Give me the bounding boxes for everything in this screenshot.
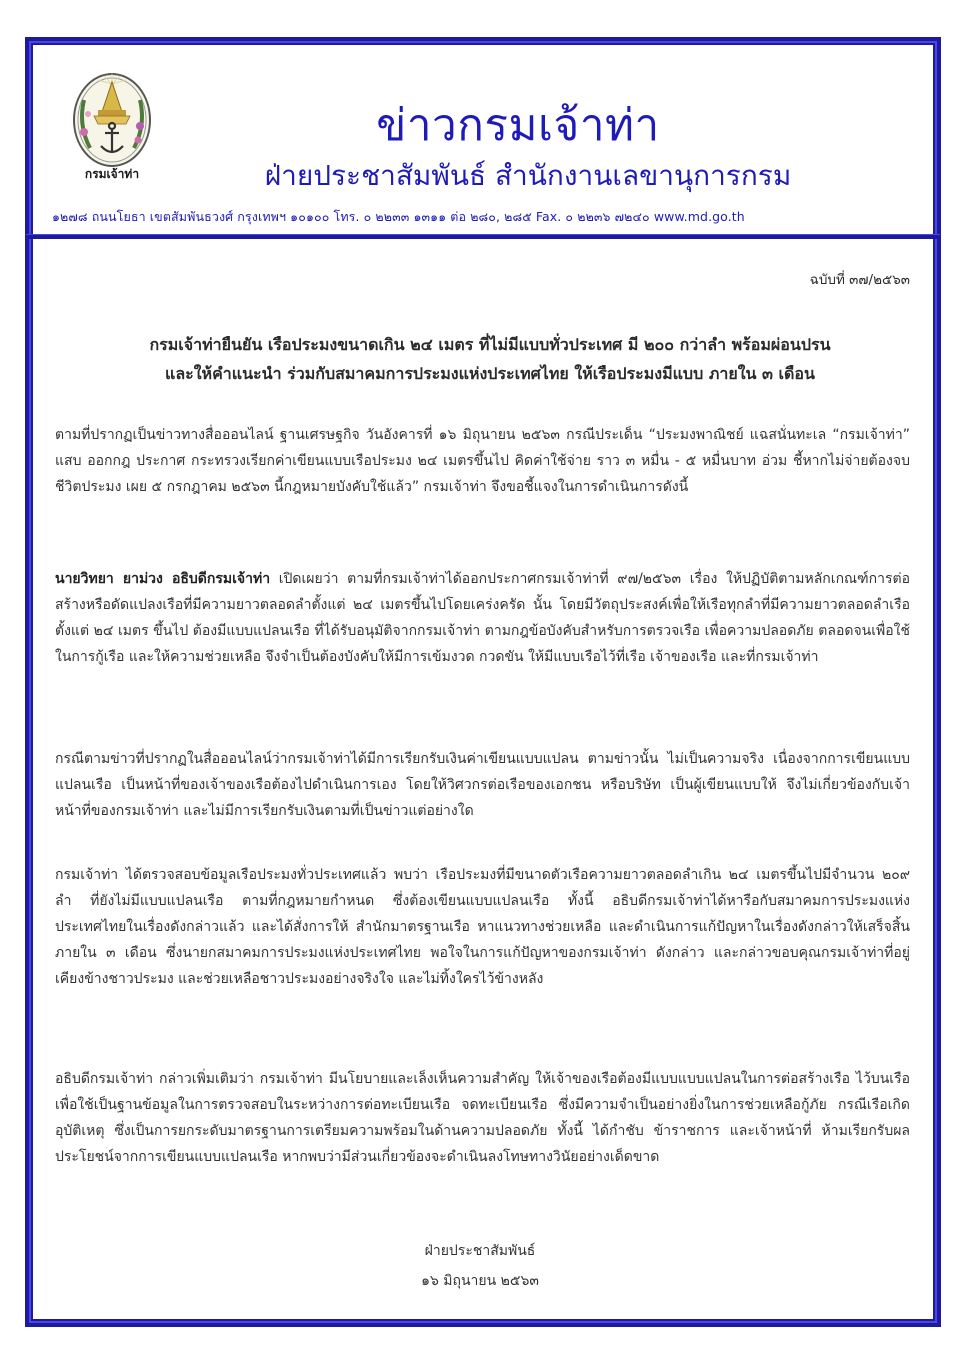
headline xyxy=(60,330,920,388)
paragraph-2 xyxy=(55,566,910,670)
paragraph-2-text: เปิดเผยว่า ตามที่กรมเจ้าท่าได้ออกประกาศกรมเจ้าท่าที่ ๙๗/๒๕๖๓ เรื่อง ให้ปฏิบัติตามหลักเกณฑ์การต่อสร้างหรือดัดแปลงเรือที่มีความยาวตลอดลำตั้งแต่ ๒๔ เมตรขึ้นไปโดยเคร่งครัด นั้น โดยมีวัตถุประสงค์เพื่อให้เรือทุกลำที่มีความยาวตลอดลำเรือตั้งแต่ ๒๔ เมตร ขึ้นไป ต้องมีแบบแปลนเรือ ที่ได้รับอนุมัติจากกรมเจ้าท่า ตามกฎข้อบังคับสำหรับการตรวจเรือ เพื่อความปลอดภัย ตลอดจนเพื่อใช้ในการกู้เรือ และให้ความช่วยเหลือ จึงจำเป็นต้องบังคับให้มีการเข้มงวด กวดขัน ให้มีแบบเรือไว้ที่เรือ เจ้าของเรือ และที่กรมเจ้าท่า xyxy=(55,571,911,665)
page-subtitle: ฝ่ายประชาสัมพันธ์ สำนักงานเลขานุการกรม xyxy=(264,159,792,192)
page-title: ข่าวกรมเจ้าท่า xyxy=(376,100,660,151)
paragraph-4: กรมเจ้าท่า ได้ตรวจสอบข้อมูลเรือประมงทั่วประเทศแล้ว พบว่า เรือประมงที่มีขนาดตัวเรือความยาวตลอดลำเกิน ๒๔ เมตรขึ้นไปมีจำนวน ๒๐๙ ลำ ที่ยังไม่มีแบบแปลนเรือ ตามที่กฎหมายกำหนด ซึ่งต้องเขียนแบบแปลนเรือ ทั้งนี้ อธิบดีกรมเจ้าท่าได้หารือกับสมาคมการประมงแห่งประเทศไทยในเรื่องดังกล่าวแล้ว และได้สั่งการให้ สำนักมาตรฐานเรือ หาแนวทางช่วยเหลือ และดำเนินการแก้ปัญหาในเรื่องดังกล่าวให้เสร็จสิ้นภายใน ๓ เดือน ซึ่งนายกสมาคมการประมงแห่งประเทศไทย พอใจในการแก้ปัญหาของกรมเจ้าท่า ดังกล่าว และกล่าวขอบคุณกรมเจ้าท่าที่อยู่เคียงข้างชาวประมง และช่วยเหลือชาวประมงอย่างจริงใจ และไม่ทิ้งใครไว้ข้างหลัง xyxy=(55,867,910,987)
letterhead xyxy=(30,42,936,234)
headline-line-1: กรมเจ้าท่ายืนยัน เรือประมงขนาดเกิน ๒๔ เมตร ที่ไม่มีแบบทั่วประเทศ มี ๒๐๐ กว่าลำ พร้อมผ่อนปรน xyxy=(149,335,831,354)
signature-department: ฝ่ายประชาสัมพันธ์ xyxy=(424,1243,536,1259)
paragraph-5: อธิบดีกรมเจ้าท่า กล่าวเพิ่มเติมว่า กรมเจ้าท่า มีนโยบายและเล็งเห็นความสำคัญ ให้เจ้าของเรือต้องมีแบบแบบแปลนในการต่อสร้างเรือ ไว้บนเรือเพื่อใช้เป็นฐานข้อมูลในการตรวจสอบในระหว่างการต่อทะเบียนเรือ จดทะเบียนเรือ ซึ่งมีความจำเป็นอย่างยิ่งในการช่วยเหลือกู้ภัย กรณีเรือเกิดอุบัติเหตุ ซึ่งเป็นการยกระดับมาตรฐานการเตรียมความพร้อมในด้านความปลอดภัย ทั้งนี้ ได้กำชับ ข้าราชการ และเจ้าหน้าที่ ห้ามเรียกรับผลประโยชน์จากการเขียนแบบแปลนเรือ หากพบว่ามีส่วนเกี่ยวข้องจะดำเนินลงโทษทางวินัยอย่างเด็ดขาด xyxy=(55,1071,910,1165)
logo-caption: กรมเจ้าท่า xyxy=(84,167,140,181)
paragraph-3: กรณีตามข่าวที่ปรากฏในสื่อออนไลน์ว่ากรมเจ้าท่าได้มีการเรียกรับเงินค่าเขียนแบบแปลน ตามข่าวนั้น ไม่เป็นความจริง เนื่องจากการเขียนแบบแปลนเรือ เป็นหน้าที่ของเจ้าของเรือต้องไปดำเนินการเอง โดยให้วิศวกรต่อเรือของเอกชน หรือบริษัท เป็นผู้เขียนแบบให้ จึงไม่เกี่ยวข้องกับเจ้าหน้าที่ของกรมเจ้าท่า และไม่มีการเรียกรับเงินตามที่เป็นข่าวแต่อย่างใด xyxy=(55,751,910,819)
signature-date: ๑๖ มิถุนายน ๒๕๖๓ xyxy=(421,1273,539,1289)
headline-line-2: และให้คำแนะนำ ร่วมกับสมาคมการประมงแห่งประเทศไทย ให้เรือประมงมีแบบ ภายใน ๓ เดือน xyxy=(165,364,815,383)
contact-address: ๑๒๗๘ ถนนโยธา เขตสัมพันธวงศ์ กรุงเทพฯ ๑๐๑๐๐ โทร. ๐ ๒๒๓๓ ๑๓๑๑ ต่อ ๒๘๐, ๒๘๕ Fax. ๐ ๒๒๓๖ ๗๒๔๐ www.md.go.th xyxy=(52,209,745,224)
issue-number: ฉบับที่ ๓๗/๒๕๖๓ xyxy=(809,272,910,288)
paragraph-2-lead: นายวิทยา ยาม่วง อธิบดีกรมเจ้าท่า xyxy=(55,571,271,587)
paragraph-1: ตามที่ปรากฏเป็นข่าวทางสื่อออนไลน์ ฐานเศรษฐกิจ วันอังคารที่ ๑๖ มิถุนายน ๒๕๖๓ กรณีประเด็น “ประมงพาณิชย์ แฉสนั่นทะเล “กรมเจ้าท่า” แสบ ออกกฎ ประกาศ กระทรวงเรียกค่าเขียนแบบเรือประมง ๒๔ เมตรขึ้นไป คิดค่าใช้จ่าย ราว ๓ หมื่น - ๕ หมื่นบาท อ่วม ชี้หากไม่จ่ายต้องจบชีวิตประมง เผย ๕ กรกฎาคม ๒๕๖๓ นี้กฎหมายบังคับใช้แล้ว” กรมเจ้าท่า จึงขอชี้แจงในการดำเนินการดังนี้ xyxy=(55,427,910,495)
header-divider xyxy=(26,234,940,239)
